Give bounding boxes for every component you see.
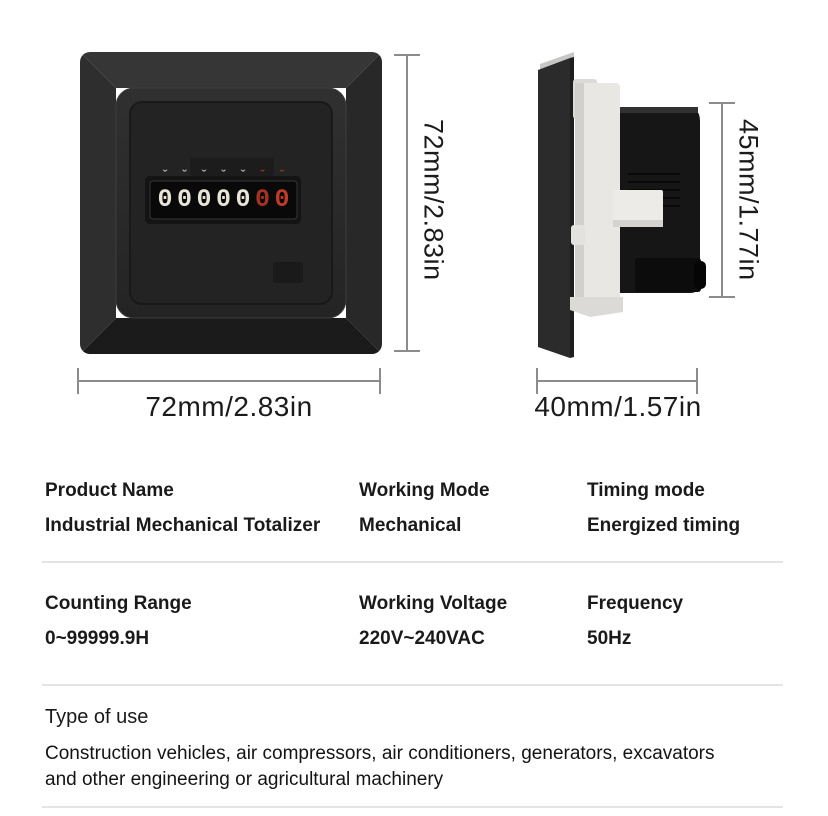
spec-working-mode-value: Mechanical: [359, 515, 462, 536]
counter-display: [150, 181, 297, 219]
front-height-top-tick: [394, 54, 420, 56]
counter-digit-decimal: ˇ 0: [273, 181, 291, 219]
front-height-bottom-tick: [394, 350, 420, 352]
counter-digit: ˇ 0: [176, 181, 194, 219]
spec-timing-mode-value: Energized timing: [587, 515, 741, 536]
side-view-photo: [528, 45, 718, 365]
spec-frequency-value: 50Hz: [587, 628, 632, 649]
hour-meter-side-illustration: [528, 45, 718, 365]
spec-working-voltage-value: 220V~240VAC: [359, 628, 485, 649]
side-depth-dimension-line: [537, 380, 698, 382]
divider: [42, 561, 783, 563]
spec-counting-range-label: Counting Range: [45, 593, 192, 614]
spec-counting-range-value: 0~99999.9H: [45, 628, 150, 649]
front-height-dimension-line: [406, 54, 408, 352]
side-depth-label: 40mm/1.57in: [534, 391, 702, 422]
type-of-use-text: [45, 741, 807, 793]
counter-digit-decimal: ˇ 0: [254, 181, 272, 219]
spec-working-mode-label: Working Mode: [359, 480, 490, 501]
spec-frequency-label: Frequency: [587, 593, 684, 614]
spec-working-voltage-label: Working Voltage: [359, 593, 508, 614]
counter-digit: ˇ 0: [156, 181, 174, 219]
front-width-label: 72mm/2.83in: [145, 391, 313, 422]
divider: [42, 684, 783, 686]
front-view-photo: [80, 52, 382, 354]
type-of-use-heading: Type of use: [45, 706, 149, 728]
type-of-use-line1: Construction vehicles, air compressors, air conditioners, generators, excavators: [45, 743, 715, 764]
counter-digit: ˇ 0: [195, 181, 213, 219]
side-height-label: 45mm/1.77in: [733, 119, 764, 281]
counter-digit: ˇ 0: [215, 181, 233, 219]
spec-product-name-value: Industrial Mechanical Totalizer: [45, 515, 321, 536]
side-height-dimension-line: [721, 102, 723, 298]
spec-product-name-label: Product Name: [45, 480, 174, 501]
divider: [42, 806, 783, 808]
spec-timing-mode-label: Timing mode: [587, 480, 705, 501]
type-of-use-line2: and other engineering or agricultural machinery: [45, 769, 444, 790]
front-width-dimension-line: [78, 380, 380, 382]
counter-digit: ˇ 0: [234, 181, 252, 219]
front-height-label: 72mm/2.83in: [418, 119, 449, 281]
